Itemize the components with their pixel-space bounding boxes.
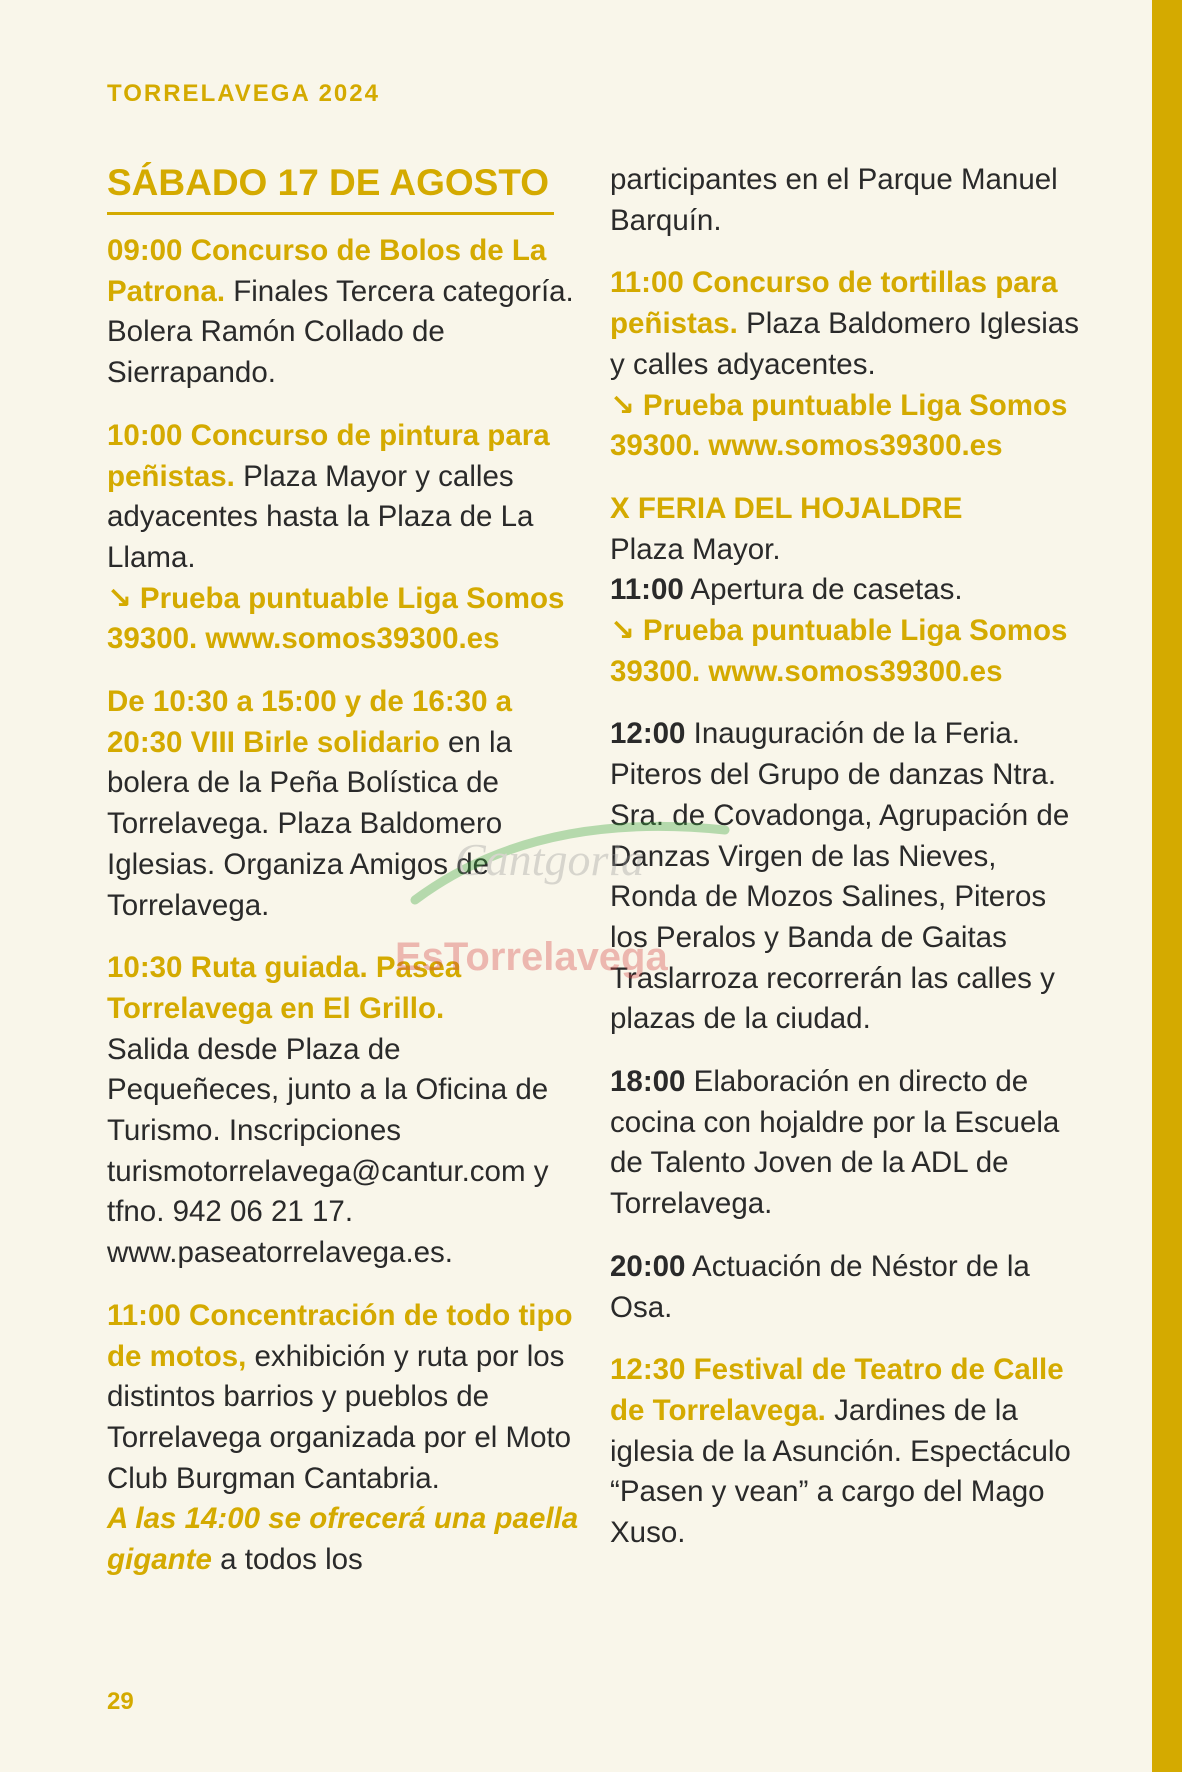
side-accent-bar: [1152, 0, 1182, 1772]
event-inauguracion: [610, 714, 1080, 1040]
event-body: Plaza Mayor y calles adyacentes hasta la Plaza de La Llama.: [107, 459, 534, 574]
arrow-icon: ↘: [610, 388, 635, 422]
event-headline: 12:30 Festival de Teatro de Calle de Torrelavega.: [610, 1353, 1064, 1427]
feria-heading: X FERIA DEL HOJALDRE: [610, 491, 963, 525]
event-time: 18:00: [610, 1065, 686, 1099]
event-headline: 11:00 Concentración de todo tipo de motos,: [107, 1298, 573, 1373]
prueba-text: Prueba puntuable Liga Somos 39300. www.somos39300.es: [610, 388, 1068, 463]
paella-tail: a todos los: [211, 1543, 363, 1577]
continuation-text: participantes en el Parque Manuel Barquín.: [610, 163, 1058, 237]
event-time: 12:00: [610, 717, 686, 751]
event-body: Actuación de Néstor de la Osa.: [610, 1249, 1030, 1324]
arrow-icon: ↘: [610, 614, 635, 648]
event-headline: De 10:30 a 15:00 y de 16:30 a 20:30 VIII Birle solidario: [107, 685, 513, 759]
watermark-text-top: Cantgoria: [455, 834, 645, 885]
watermark-text-bottom: EsTorrelavega: [395, 935, 668, 979]
feria-place: Plaza Mayor.: [610, 532, 781, 566]
event-body: Finales Tercera categoría. Bolera Ramón Collado de Sierrapando.: [107, 274, 574, 390]
event-headline: 11:00 Concurso de tortillas para peñistas.: [610, 266, 1058, 341]
left-column: [107, 160, 579, 1603]
arrow-icon: ↘: [107, 581, 132, 615]
event-headline: 10:00 Concurso de pintura para peñistas.: [107, 418, 550, 493]
prueba-line: [610, 386, 1080, 467]
event-headline: 10:30 Ruta guiada. Pasea Torrelavega en El Grillo.: [107, 951, 462, 1025]
right-column: [610, 160, 1080, 1576]
event-headline: 09:00 Concurso de Bolos de La Patrona.: [107, 234, 547, 308]
event-body: Apertura de casetas.: [683, 573, 963, 607]
event-teatro: [610, 1350, 1080, 1554]
paella-line: [107, 1499, 579, 1580]
feria-hojaldre: [610, 489, 1080, 693]
event-elaboracion: [610, 1062, 1080, 1225]
event-ruta: [107, 948, 579, 1274]
day-title: SÁBADO 17 DE AGOSTO: [107, 160, 554, 215]
event-motos: [107, 1296, 579, 1581]
event-bolos: [107, 231, 579, 394]
event-birle: [107, 682, 579, 926]
prueba-text: Prueba puntuable Liga Somos 39300. www.somos39300.es: [610, 614, 1068, 688]
event-actuacion: [610, 1247, 1080, 1328]
event-time: 20:00: [610, 1249, 686, 1283]
event-tortillas: [610, 263, 1080, 467]
prueba-line: [610, 611, 1080, 692]
event-body: Elaboración en directo de cocina con hojaldre por la Escuela de Talento Joven de la ADL de Torrelavega.: [610, 1065, 1060, 1221]
page-number: 29: [107, 1688, 134, 1715]
prueba-line: [107, 579, 579, 660]
event-body: Jardines de la iglesia de la Asunción. Espectáculo “Pasen y vean” a cargo del Mago Xuso.: [610, 1393, 1071, 1550]
event-body: exhibición y ruta por los distintos barrios y pueblos de Torrelavega organizada por el Moto Club Burgman Cantabria.: [107, 1339, 572, 1495]
paella-highlight: A las 14:00 se ofrecerá una paella gigante: [107, 1502, 579, 1577]
event-body: Plaza Baldomero Iglesias y calles adyacentes.: [610, 307, 1079, 381]
event-body: Inauguración de la Feria. Piteros del Grupo de danzas Ntra. Sra. de Covadonga, Agrupación de Danzas Virgen de las Nieves, Ronda de Mozos Salines, Piteros los Peralos y Banda de Gaitas Traslarroza recorrerán las calles y plazas de la ciudad.: [610, 717, 1070, 1036]
page-header: TORRELAVEGA 2024: [107, 80, 380, 107]
feria-apertura: [610, 570, 1080, 611]
event-pintura: [107, 416, 579, 660]
event-body: en la bolera de la Peña Bolística de Torrelavega. Plaza Baldomero Iglesias. Organiza Amigos de Torrelavega.: [107, 725, 512, 922]
event-body: Salida desde Plaza de Pequeñeces, junto a la Oficina de Turismo. Inscripciones turismotorrelavega@cantur.com y tfno. 942 06 21 17. www.paseatorrelavega.es.: [107, 1032, 549, 1270]
prueba-text: Prueba puntuable Liga Somos 39300. www.somos39300.es: [107, 581, 565, 656]
event-time: 11:00: [610, 573, 684, 607]
